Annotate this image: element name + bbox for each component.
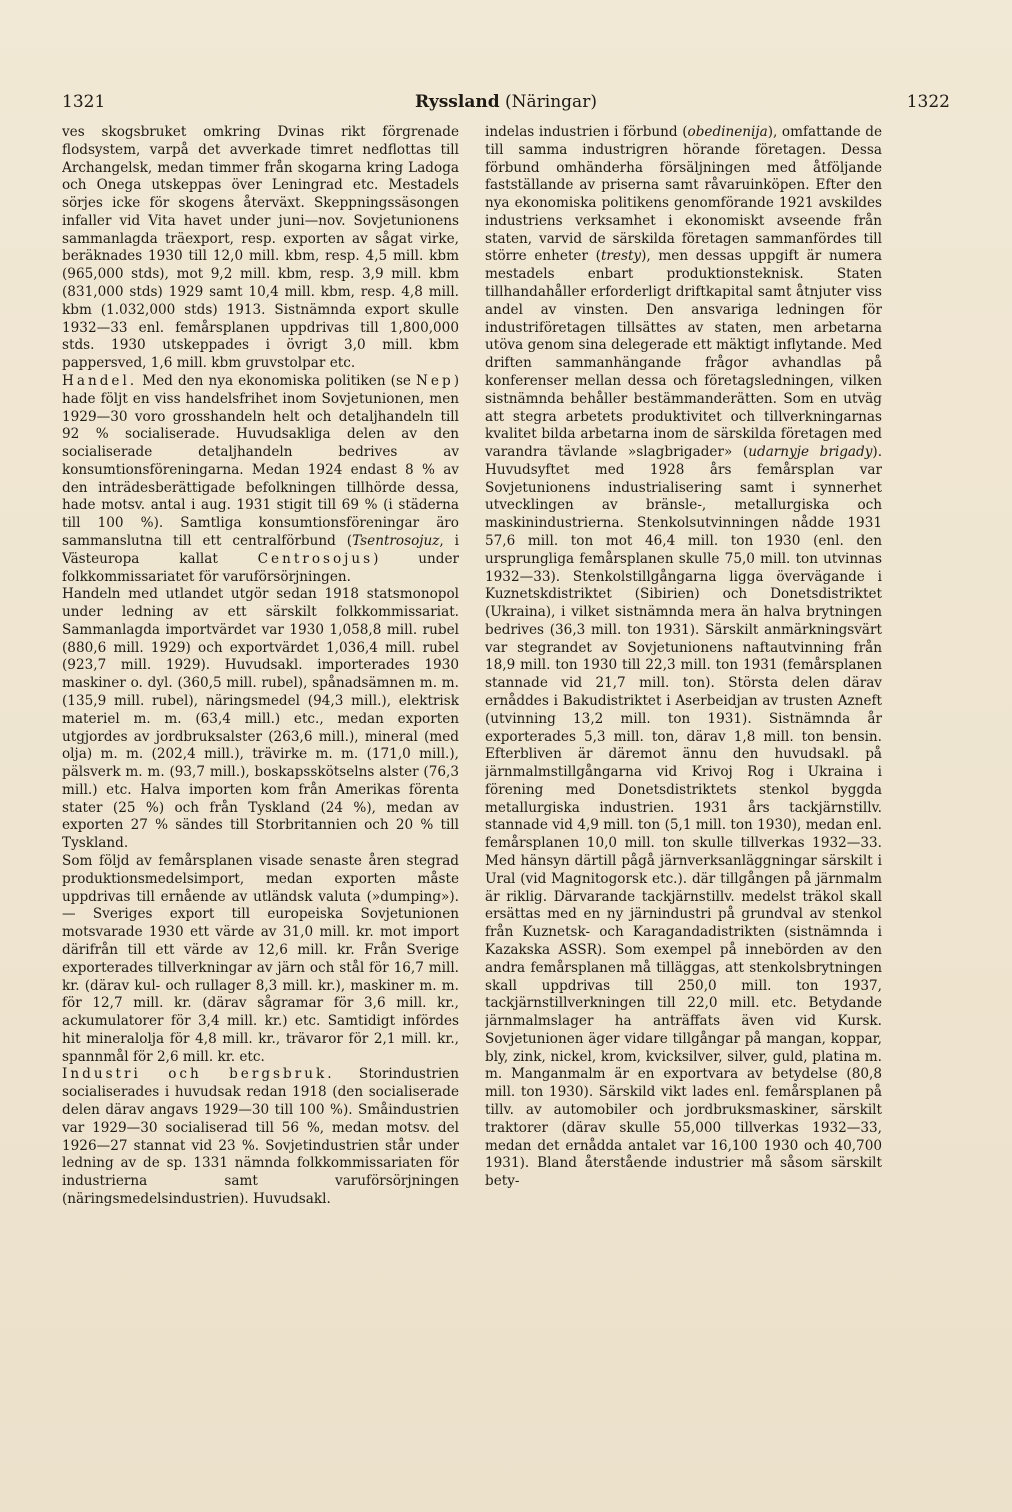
paragraph	[485, 124, 882, 1191]
text-run: , i Västeuropa kallat	[62, 532, 459, 567]
italic-term: tresty	[600, 248, 642, 265]
running-title-main: Ryssland	[415, 92, 500, 112]
paragraph-industri	[62, 1066, 459, 1208]
page-number-left: 1321	[62, 92, 106, 112]
text-run: Med den nya ekonomiska politiken (se	[137, 372, 417, 389]
spaced-term: Centrosojus	[257, 550, 374, 567]
section-heading: Industri och bergsbruk.	[62, 1066, 335, 1083]
text-run: indelas industrien i förbund (	[485, 124, 688, 140]
paragraph: Handeln med utlandet utgör sedan 1918 statsmonopol under ledning av ett särskilt folkkommissariat. Sammanlagda importvärdet var 1930 1,058,8 mill. rubel (880,6 mill. 1929) och exportvärdet 1,036,4 mill. rubel (923,7 mill. 1929). Huvudsakl. importerades 1930 maskiner o. dyl. (360,5 mill. rubel), spånadsämnen m. m. (135,9 mill. rubel), näringsmedel (94,3 mill.), elektrisk materiel m. m. (63,4 mill.) etc., medan exporten utgjordes av jordbruksalster (263,6 mill.), mineral (med olja) m. m. (202,4 mill.), trävirke m. m. (171,0 mill.), pälsverk m. m. (93,7 mill.), boskapsskötselns alster (76,3 mill.) etc. Halva importen kom från Amerikas förenta stater (25 %) och från Tyskland (24 %), medan av exporten 27 % sändes till Storbritannien och 20 % till Tyskland.	[62, 586, 459, 852]
text-run: ), omfattande de till samma industrigren hörande företagen. Dessa förbund omhänderha försäljningen med åtföljande fastställande av priserna samt råvaruinköpen. Efter den nya ekonomiska politikens genomförande 1921 avskildes industriens verksamhet i ekonomiskt avseende från staten, varvid de särskilda företagen sammanfördes till större enheter (	[485, 124, 882, 265]
text-run: Storindustrien socialiserades i huvudsak redan 1918 (den socialiserade delen därav angavs 1929—30 till 100 %). Småindustrien var 1929—30 socialiserad till 56 %, medan motsv. del 1926—27 stannat vid 23 %. Sovjetindustrien står under ledning av de sp. 1331 nämnda folkkommissariaten för industrierna samt varuförsörjningen (näringsmedelsindustrien). Huvudsakl.	[62, 1066, 459, 1207]
paragraph: ves skogsbruket omkring Dvinas rikt förgrenade flodsystem, varpå det avverkade timret nedflottas till Archangelsk, medan timmer från skogarna kring Ladoga och Onega utskeppas över Leningrad etc. Mestadels sörjes icke för skogens återväxt. Skeppningssäsongen infaller vid Vita havet under juni—nov. Sovjetunionens sammanlagda träexport, resp. exporten av sågat virke, beräknades 1930 till 12,0 mill. kbm, resp. 4,5 mill. kbm (965,000 stds), mot 9,2 mill. kbm, resp. 3,9 mill. kbm (831,000 stds) 1929 samt 10,4 mill. kbm, resp. 4,8 mill. kbm (1.032,000 stds) 1913. Sistnämnda export skulle 1932—33 enl. femårsplanen uppdrivas till 1,800,000 stds. 1930 utskeppades i övrigt 3,0 mill. kbm pappersved, 1,6 mill. kbm gruvstolpar etc.	[62, 124, 459, 372]
running-title-sub: (Näringar)	[505, 92, 597, 112]
text-run: ) under folkkommissariatet för varuförsörjningen.	[62, 550, 459, 585]
paragraph: Som följd av femårsplanen visade senaste åren stegrad produktionsmedelsimport, medan exporten måste uppdrivas till ernående av utländsk valuta (»dumping»). — Sveriges export till europeiska Sovjetunionen motsvarade 1930 ett värde av 31,0 mill. kr. mot import därifrån till ett värde av 12,6 mill. kr. Från Sverige exporterades tillverkningar av järn och stål för 16,7 mill. kr. (därav kul- och rullager 8,3 mill. kr.), maskiner m. m. för 12,7 mill. kr. (därav sågramar för 3,6 mill. kr., ackumulatorer för 3,4 mill. kr.) etc. Samtidigt infördes hit mineralolja för 4,8 mill. kr., trävaror för 2,1 mill. kr., spannmål för 2,6 mill. kr. etc.	[62, 853, 459, 1065]
page-header	[62, 88, 950, 118]
spaced-term: Nep	[416, 372, 454, 389]
right-column	[485, 124, 882, 1414]
running-title	[62, 92, 950, 112]
section-heading: Handel.	[62, 372, 138, 389]
text-run: ). Huvudsyftet med 1928 års femårsplan var Sovjetunionens industrialisering samt i synnerhet utvecklingen av bränsle-, metallurgiska och maskinindustrierna. Stenkolsutvinningen nådde 1931 57,6 mill. ton mot 46,4 mill. ton 1930 (enl. den ursprungliga femårsplanen skulle 75,0 mill. ton utvinnas 1932—33). Stenkolstillgångarna ligga övervägande i Kuznetskdistriktet (Sibirien) och Donetsdistriktet (Ukraina), i vilket sistnämnda mera än halva brytningen bedrives (36,3 mill. ton 1931). Särskilt anmärkningsvärt var stegrandet av Sovjetunionens naftautvinning från 18,9 mill. ton 1930 till 22,3 mill. ton 1931 (femårsplanen stannade vid 21,7 mill. ton). Största delen därav ernåddes i Bakudistriktet i Aserbeidjan av trusten Azneft (utvinning 13,2 mill. ton 1931). Sistnämnda år exporterades 5,3 mill. ton, därav 1,8 mill. ton bensin. Efterbliven är däremot ännu den huvudsakl. på järnmalmstillgångarna vid Krivoj Rog i Ukraina i förening med Donetsdistriktets stenkol byggda metallurgiska industrien. 1931 års tackjärnstillv. stannade vid 4,9 mill. ton (5,1 mill. ton 1930), medan enl. femårsplanen 10,0 mill. ton skulle tillverkas 1932—33. Med hänsyn därtill pågå järnverksanläggningar särskilt i Ural (vid Magnitogorsk etc.). där tillgången på järnmalm är riklig. Därvarande tackjärnstillv. medelst träkol skall ersättas med en ny järnindustri på grundval av stenkol från Kuznetsk- och Karagandadistrikten (sistnämnda i Kazakska ASSR). Som exempel på innebörden av den andra femårsplanen må tilläggas, att stenkolsbrytningen skall uppdrivas till 250,0 mill. ton 1937, tackjärnstillverkningen till 22,0 mill. etc. Betydande järnmalmslager ha anträffats även vid Kursk. Sovjetunionen äger vidare tillgångar på mangan, koppar, bly, zink, nickel, krom, kvicksilver, silver, guld, platina m. m. Manganmalm är en exportvara av betydelse (80,8 mill. ton 1930). Särskild vikt lades enl. femårsplanen på tillv. av automobiler och jordbruksmaskiner, särskilt traktorer (därav skulle 55,000 tillverkas 1932—33, medan det ernådda antalet var 16,100 1930 och 40,700 1931). Bland återstående industrier må såsom särskilt bety-	[485, 444, 882, 1190]
text-run: ) hade följt en viss handelsfrihet inom Sovjetunionen, men 1929—30 voro grosshandeln helt och detaljhandeln till 92 % socialiserade. Huvudsakliga delen av den socialiserade detaljhandeln bedrives av konsumtionsföreningarna. Medan 1924 endast 8 % av den inträdesberättigade befolkningen tillhörde dessa, hade motsv. antal i aug. 1931 stigit till 69 % (i städerna till 100 %). Samtliga konsumtionsföreningar äro sammanslutna till ett centralförbund (	[62, 372, 459, 549]
italic-term: obedinenija	[687, 124, 768, 140]
page-number-right: 1322	[906, 92, 950, 112]
paragraph-handel	[62, 373, 459, 586]
text-run: ), men dessas uppgift är numera mestadels enbart produktionsteknisk. Staten tillhandahåller erforderligt driftkapital samt åtnjuter viss andel av vinsten. Den ansvariga ledningen för industriföretagen tillsättes av staten, men arbetarna utöva genom sina delegerade ett mäktigt inflytande. Med driften sammanhängande frågor avhandlas på konferenser mellan dessa och företagsledningen, vilken sistnämnda behåller bestämmanderätten. Som en utväg att stegra arbetets produktivitet och tillverkningarnas kvalitet bilda arbetarna inom de särskilda företagen med varandra tävlande »slagbrigader» (	[485, 248, 882, 461]
italic-term: udarnyje brigady	[748, 444, 873, 461]
italic-term: Tsentrosojuz	[352, 532, 440, 549]
left-column	[62, 124, 459, 1414]
